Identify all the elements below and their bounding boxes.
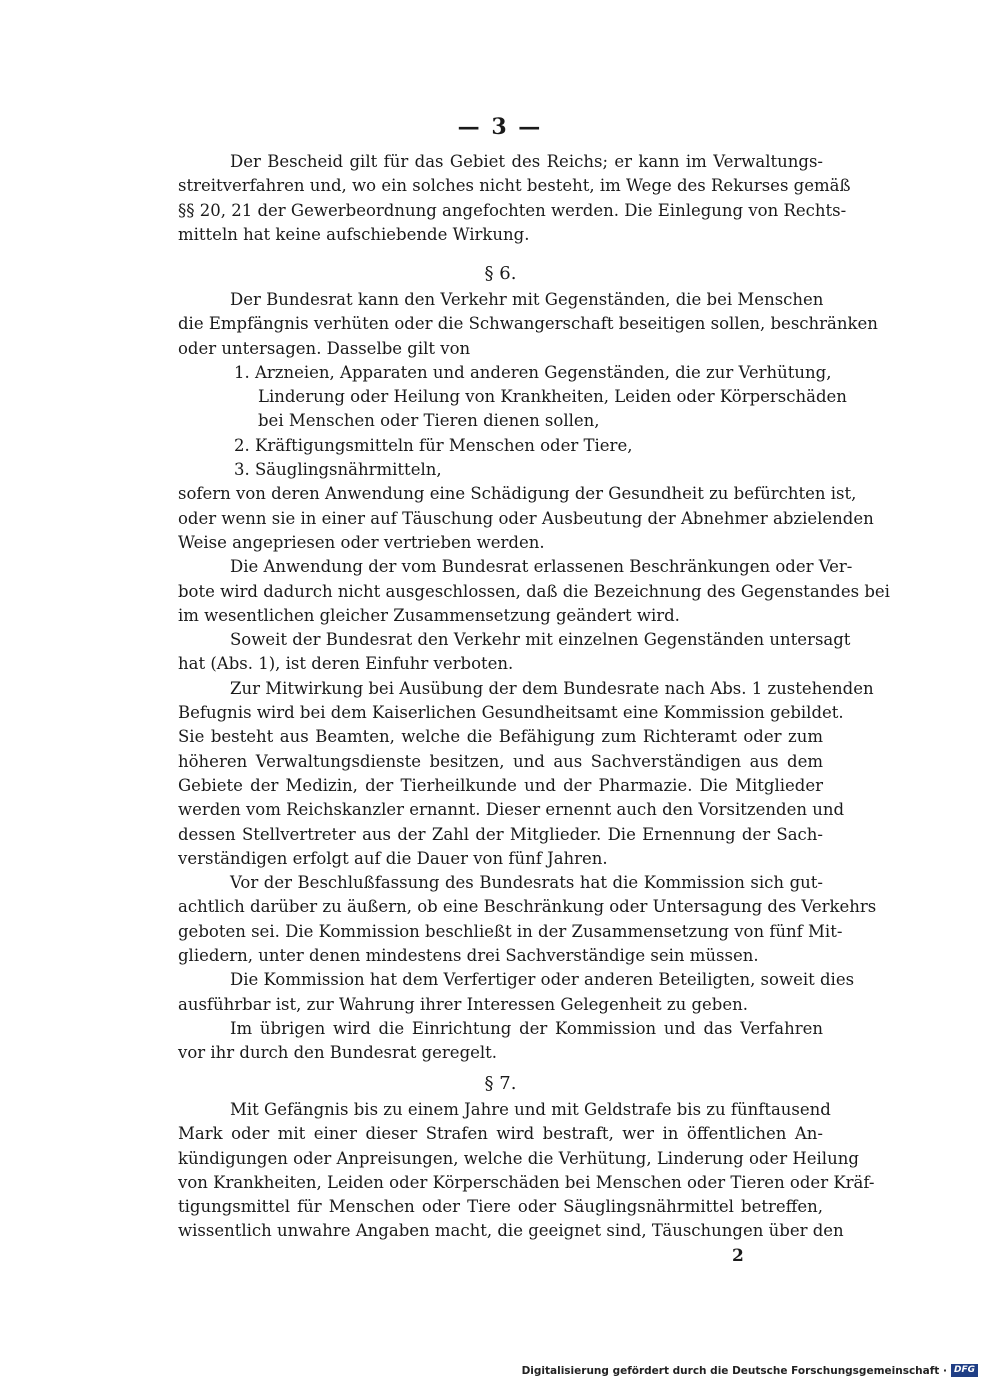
text-line: gliedern, unter denen mindestens drei Sachverständige sein müssen. [178, 946, 759, 966]
section-7-body [178, 1098, 875, 1244]
text-line: streitverfahren und, wo ein solches nicht besteht, im Wege des Rekurses gemäß [178, 176, 851, 196]
text-line: höheren Verwaltungsdienste besitzen, und aus Sachverständigen aus dem [178, 751, 823, 771]
text-line: Zur Mitwirkung bei Ausübung der dem Bundesrate nach Abs. 1 zustehenden [230, 678, 874, 698]
text-line: oder wenn sie in einer auf Täuschung oder Ausbeutung der Abnehmer abzielenden [178, 508, 874, 528]
text-line: Mit Gefängnis bis zu einem Jahre und mit Geldstrafe bis zu fünftausend [230, 1100, 831, 1119]
text-line: bote wird dadurch nicht ausgeschlossen, daß die Bezeichnung des Gegenstandes bei [178, 581, 890, 601]
text-line: hat (Abs. 1), ist deren Einfuhr verboten. [178, 654, 514, 674]
text-line: § 6. [484, 263, 517, 284]
text-line: werden vom Reichskanzler ernannt. Dieser ernennt auch den Vorsitzenden und [178, 800, 845, 820]
text-line: Sie besteht aus Beamten, welche die Befähigung zum Richteramt oder zum [178, 727, 823, 747]
signature-mark: 2 [732, 1246, 744, 1266]
text-line: ausführbar ist, zur Wahrung ihrer Interessen Gelegenheit zu geben. [178, 994, 748, 1014]
text-line: kündigungen oder Anpreisungen, welche die Verhütung, Linderung oder Heilung [178, 1148, 859, 1168]
text-line: Weise angepriesen oder vertrieben werden. [178, 532, 545, 552]
text-line: im wesentlichen gleicher Zusammensetzung geändert wird. [178, 605, 680, 625]
text-line: § 7. [484, 1073, 517, 1094]
footer-text: Digitalisierung gefördert durch die Deutsche Forschungsgemeinschaft · [521, 1364, 947, 1377]
text-line: Der Bundesrat kann den Verkehr mit Gegenständen, die bei Menschen [230, 290, 824, 309]
digitization-footer [522, 1364, 978, 1377]
text-line: Vor der Beschlußfassung des Bundesrats hat die Kommission sich gut- [230, 873, 823, 893]
text-line: oder untersagen. Dasselbe gilt von [178, 338, 471, 358]
text-line: Der Bescheid gilt für das Gebiet des Reichs; er kann im Verwaltungs- [230, 152, 823, 171]
text-line: 1. Arzneien, Apparaten und anderen Gegenständen, die zur Verhütung, [234, 362, 832, 382]
text-line: Mark oder mit einer dieser Strafen wird bestraft, wer in öffentlichen An- [178, 1124, 823, 1144]
text-line: die Empfängnis verhüten oder die Schwangerschaft beseitigen sollen, beschränken [178, 314, 878, 334]
text-line: Die Anwendung der vom Bundesrat erlassenen Beschränkungen oder Ver- [230, 557, 853, 577]
text-line: Soweit der Bundesrat den Verkehr mit einzelnen Gegenständen untersagt [230, 630, 851, 650]
page-number: — 3 — [457, 114, 543, 140]
text-line: Die Kommission hat dem Verfertiger oder anderen Beteiligten, soweit dies [230, 970, 855, 990]
text-line: §§ 20, 21 der Gewerbeordnung angefochten werden. Die Einlegung von Rechts- [178, 200, 847, 220]
dfg-logo: DFG [951, 1364, 978, 1377]
section-6-body [178, 288, 890, 1066]
text-line: von Krankheiten, Leiden oder Körperschäden bei Menschen oder Tieren oder Kräf- [178, 1172, 875, 1192]
text-line: 3. Säuglingsnährmitteln, [234, 460, 442, 480]
text-line: dessen Stellvertreter aus der Zahl der Mitglieder. Die Ernennung der Sach- [178, 824, 823, 844]
text-line: achtlich darüber zu äußern, ob eine Beschränkung oder Untersagung des Verkehrs [178, 897, 877, 917]
paragraph-bescheid [178, 150, 851, 247]
text-line: geboten sei. Die Kommission beschließt in der Zusammensetzung von fünf Mit- [178, 921, 843, 941]
text-line: mitteln hat keine aufschiebende Wirkung. [178, 224, 530, 244]
text-line: verständigen erfolgt auf die Dauer von fünf Jahren. [178, 848, 608, 868]
text-line: vor ihr durch den Bundesrat geregelt. [178, 1043, 498, 1063]
section-heading-7 [178, 1072, 823, 1096]
text-line: bei Menschen oder Tieren dienen sollen, [258, 411, 600, 431]
text-line: tigungsmittel für Menschen oder Tiere oder Säuglingsnährmittel betreffen, [178, 1197, 823, 1217]
text-line: wissentlich unwahre Angaben macht, die geeignet sind, Täuschungen über den [178, 1221, 844, 1241]
text-line: Linderung oder Heilung von Krankheiten, Leiden oder Körperschäden [258, 387, 847, 407]
text-line: sofern von deren Anwendung eine Schädigung der Gesundheit zu befürchten ist, [178, 484, 857, 504]
text-line: Befugnis wird bei dem Kaiserlichen Gesundheitsamt eine Kommission gebildet. [178, 703, 844, 723]
text-line: Im übrigen wird die Einrichtung der Kommission und das Verfahren [230, 1018, 823, 1038]
text-line: 2. Kräftigungsmitteln für Menschen oder Tiere, [234, 435, 633, 455]
section-heading-6 [178, 262, 823, 286]
text-line: Gebiete der Medizin, der Tierheilkunde und der Pharmazie. Die Mitglieder [178, 775, 823, 795]
